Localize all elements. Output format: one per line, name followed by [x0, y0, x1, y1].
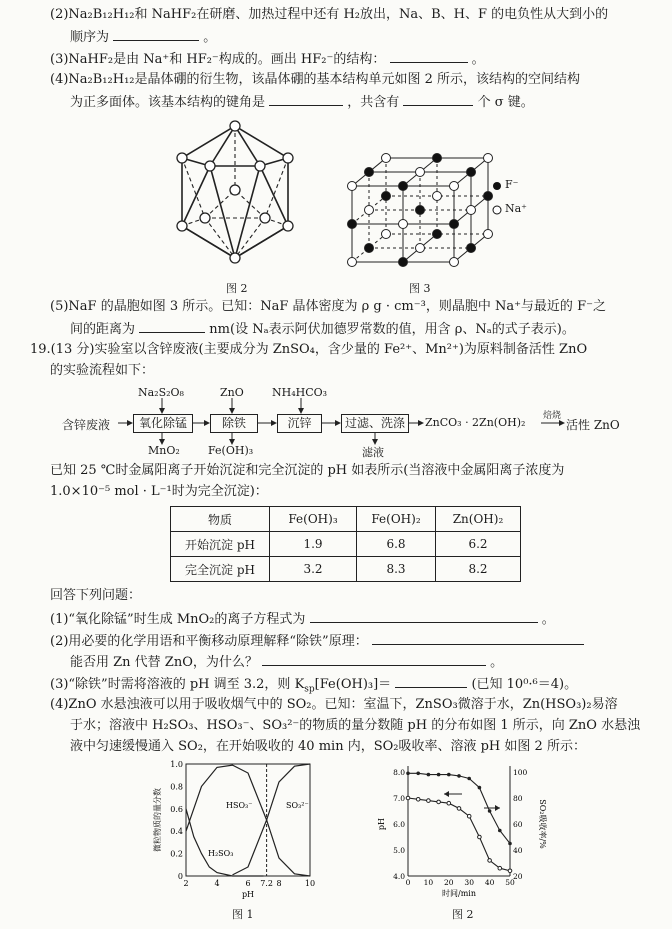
flow-final-product: 活性 ZnO — [566, 418, 620, 432]
y-tick-label: 0 — [177, 872, 183, 881]
y-left-axis-label: pH — [377, 817, 386, 831]
flow-box-oxidize-mn: 氧化除锰 — [133, 414, 193, 433]
series-label: HSO₃⁻ — [226, 801, 253, 810]
absorption-point — [478, 786, 482, 790]
y-right-tick-label: 40 — [513, 846, 523, 855]
absorption-point — [447, 773, 451, 777]
ph-point — [437, 800, 441, 804]
q19-stem-line1: 19.(13 分)实验室以含锌废液(主要成分为 ZnSO₄，含少量的 Fe²⁺、Mn²⁺)为原料制备活性 ZnO — [30, 342, 588, 357]
x-tick-label: 20 — [444, 878, 454, 887]
y-tick-label: 0.6 — [170, 804, 183, 814]
ph-point — [416, 798, 420, 802]
absorption-point — [467, 777, 471, 781]
flow-output-feoh3: Fe(OH)₃ — [208, 444, 254, 457]
x-tick-label: 10 — [304, 879, 316, 888]
q19-sub1-suffix: 。 — [541, 612, 555, 627]
figure-1-caption: 图 1 — [232, 908, 254, 921]
y-right-tick-label: 80 — [513, 794, 523, 803]
y-tick-label: 0.4 — [170, 827, 183, 837]
q18-part3-suffix: 。 — [471, 52, 485, 67]
arrow-head — [444, 791, 449, 797]
q18-part5-line2 — [70, 319, 575, 339]
absorption-point — [498, 829, 502, 833]
x-tick-label: 10 — [423, 878, 434, 887]
q19-sub2-line1 — [50, 631, 584, 651]
table-header-cell: Fe(OH)₃ — [270, 507, 357, 532]
flow-output-mno2: MnO₂ — [148, 444, 180, 457]
y-tick-label: 0.2 — [170, 849, 183, 859]
q18-part4-text2: ，共含有 — [347, 95, 400, 110]
ph-point — [427, 799, 431, 803]
q19-sub3-sp: sp — [304, 684, 315, 695]
q19-sub3 — [50, 674, 577, 694]
q19-sub3-text1: (3)“除铁”时需将溶液的 pH 调至 3.2，则 K — [50, 677, 305, 692]
x-tick-label: 6 — [245, 879, 251, 888]
answer-blank-sigma-count[interactable] — [403, 92, 473, 106]
q18-part4-line1: (4)Na₂B₁₂H₁₂是晶体硼的衍生物，该晶体硼的基本结构单元如图 2 所示，该结构的空间结构 — [50, 72, 581, 87]
table-row — [171, 532, 521, 557]
q18-part3 — [50, 49, 485, 69]
flow-input-nh4hco3: NH₄HCO₃ — [272, 386, 328, 399]
series-line — [233, 764, 311, 875]
absorption-point — [488, 809, 492, 813]
q18-part2-prefix: 顺序为 — [70, 30, 110, 45]
answer-blank-ksp[interactable] — [395, 674, 467, 688]
q19-sub4-line1: (4)ZnO 水悬浊液可以用于吸收烟气中的 SO₂。已知：室温下，ZnSO₃微溶于水，Zn(HSO₃)₂易溶 — [50, 697, 618, 712]
legend-na-label: Na⁺ — [505, 202, 527, 215]
legend-na-dot — [492, 205, 502, 215]
q18-part2-line2 — [70, 27, 216, 47]
q19-known-line2: 1.0×10⁻⁵ mol · L⁻¹时为完全沉淀)： — [50, 484, 268, 499]
x-tick-label: 50 — [505, 878, 515, 887]
x-tick-label: 8 — [276, 879, 282, 888]
table-cell: 3.2 — [270, 557, 357, 582]
legend-f-dot — [492, 181, 502, 191]
y-left-tick-label: 4.0 — [393, 872, 405, 881]
q19-stem-line2: 的实验流程如下： — [50, 363, 155, 378]
flow-box-remove-fe: 除铁 — [210, 414, 258, 433]
q18-part2-line1: (2)Na₂B₁₂H₁₂和 NaHF₂在研磨、加热过程中还有 H₂放出，Na、B、H、F 的电负性从大到小的 — [50, 7, 609, 22]
x-tick-label: 40 — [484, 878, 495, 887]
q18-part5-text1: 间的距离为 — [70, 322, 136, 337]
answer-blank-zn-replace[interactable] — [262, 652, 486, 666]
y-left-tick-label: 8.0 — [393, 768, 405, 777]
x-tick-label: 0 — [405, 878, 411, 887]
y-left-tick-label: 7.0 — [393, 794, 405, 803]
figure-3-naf-cell — [346, 150, 496, 268]
absorption-point — [416, 772, 420, 776]
arrow-head — [495, 805, 500, 811]
q19-sub1 — [50, 609, 555, 629]
ph-point — [457, 807, 461, 811]
answer-blank-bond-angle[interactable] — [269, 92, 343, 106]
ph-point — [467, 814, 471, 818]
flow-box-filter-wash: 过滤、洗涤 — [341, 414, 409, 433]
answer-blank-ionic-equation[interactable] — [310, 609, 538, 623]
x-axis-label: 时间/min — [442, 889, 476, 898]
ph-point — [406, 796, 410, 800]
series-label: SO₃²⁻ — [286, 801, 309, 810]
y-right-tick-label: 60 — [513, 820, 523, 829]
table-row — [171, 557, 521, 582]
q19-known-line1: 已知 25 ℃时金属阳离子开始沉淀和完全沉淀的 pH 如表所示(当溶液中金属阳离子浓度为 — [50, 463, 565, 478]
y-axis-label: 微粒物质的量分数 — [153, 788, 162, 852]
y-tick-label: 1.0 — [170, 760, 183, 769]
x-tick-label: 4 — [214, 879, 220, 888]
y-left-tick-label: 5.0 — [393, 846, 405, 855]
q19-sub4-line3: 液中匀速缓慢通入 SO₂，在开始吸收的 40 min 内，SO₂吸收率、溶液 pH 如图 2 所示： — [70, 739, 586, 754]
table-header-cell: Fe(OH)₂ — [357, 507, 436, 532]
table-cell: 1.9 — [270, 532, 357, 557]
figure-3-caption: 图 3 — [409, 282, 431, 295]
x-axis-label: pH — [241, 890, 255, 899]
answer-blank-electronegativity[interactable] — [113, 27, 199, 41]
q18-part4-line2 — [70, 92, 534, 112]
answer-blank-distance[interactable] — [139, 319, 205, 333]
table-cell: 6.8 — [357, 532, 436, 557]
y-tick-label: 0.8 — [170, 782, 183, 792]
ph-point — [498, 866, 502, 870]
figure-2-caption: 图 2 — [226, 282, 248, 295]
series-label: H₂SO₃ — [208, 849, 234, 858]
flow-calcine-label: 焙烧 — [543, 411, 562, 421]
absorption-point — [406, 772, 410, 776]
q18-part3-text: (3)NaHF₂是由 Na⁺和 HF₂⁻构成的。画出 HF₂⁻的结构： — [50, 52, 386, 67]
q18-part2-suffix: 。 — [203, 30, 217, 45]
table-header-cell: Zn(OH)₂ — [436, 507, 521, 532]
table-cell: 8.2 — [436, 557, 521, 582]
x-tick-label: 30 — [464, 878, 474, 887]
y-right-tick-label: 100 — [513, 768, 528, 777]
ph-table — [170, 506, 521, 582]
q18-part5-line1: (5)NaF 的晶胞如图 3 所示。已知：NaF 晶体密度为 ρ g · cm⁻³，则晶胞中 Na⁺与最近的 F⁻之 — [50, 299, 606, 314]
q19-sub3-text2: [Fe(OH)₃]＝ — [314, 677, 392, 692]
absorption-point — [427, 773, 431, 777]
flow-start: 含锌废液 — [62, 418, 111, 432]
flow-output-filtrate: 滤液 — [362, 446, 384, 459]
q18-part5-text2: nm(设 Nₐ表示阿伏加德罗常数的值，用含 ρ、Nₐ的式子表示)。 — [209, 322, 575, 337]
table-cell: 完全沉淀 pH — [171, 557, 270, 582]
q19-sub2-suffix: 。 — [490, 655, 504, 670]
absorption-point — [437, 773, 441, 777]
ph-point — [478, 835, 482, 839]
table-cell: 开始沉淀 pH — [171, 532, 270, 557]
q19-sub2-text: (2)用必要的化学用语和平衡移动原理解释“除铁”原理： — [50, 634, 368, 649]
figure-2-icosahedron — [170, 118, 300, 268]
flow-input-na2s2o8: Na₂S₂O₈ — [138, 386, 184, 399]
flow-input-zno: ZnO — [220, 386, 244, 399]
figure-2b-caption: 图 2 — [452, 908, 474, 921]
q18-part4-text1: 为正多面体。该基本结构的键角是 — [70, 95, 266, 110]
x-tick-label: 2 — [183, 879, 189, 888]
x-tick-label: 7.2 — [260, 879, 273, 888]
q18-part4-text3: 个 σ 键。 — [477, 95, 534, 110]
y-right-tick-label: 20 — [513, 872, 523, 881]
q19-sub4-line2: 于水；溶液中 H₂SO₃、HSO₃⁻、SO₃²⁻的物质的量分数随 pH 的分布如图 1 所示，向 ZnO 水悬浊 — [70, 718, 641, 733]
flow-box-precip-zn: 沉锌 — [277, 414, 322, 433]
y-right-axis-label: SO₂吸收率/% — [538, 799, 547, 849]
table-cell: 6.2 — [436, 532, 521, 557]
absorption-point — [508, 842, 512, 846]
table-cell: 8.3 — [357, 557, 436, 582]
q19-sub2-line2 — [70, 652, 503, 672]
q19-sub3-text3: (已知 10⁰·⁶＝4)。 — [471, 677, 578, 692]
legend-f-label: F⁻ — [505, 178, 519, 191]
figure-1-distribution-chart — [150, 758, 330, 903]
q19-sub2-question: 能否用 Zn 代替 ZnO，为什么？ — [70, 655, 258, 670]
absorption-point — [457, 774, 461, 778]
flow-product: ZnCO₃ · 2Zn(OH)₂ — [425, 416, 526, 429]
series-line — [186, 809, 264, 876]
table-header-cell: 物质 — [171, 507, 270, 532]
answer-blank-hf2-structure[interactable] — [390, 49, 468, 63]
answer-blank-fe-removal[interactable] — [372, 631, 584, 645]
ph-point — [508, 869, 512, 873]
table-header-row — [171, 507, 521, 532]
q19-answer-prompt: 回答下列问题： — [50, 588, 142, 603]
ph-point — [488, 859, 492, 863]
ph-point — [447, 801, 451, 805]
figure-2-absorption-chart — [372, 758, 552, 903]
q19-sub1-text: (1)“氧化除锰”时生成 MnO₂的离子方程式为 — [50, 612, 306, 627]
y-left-tick-label: 6.0 — [393, 820, 405, 829]
